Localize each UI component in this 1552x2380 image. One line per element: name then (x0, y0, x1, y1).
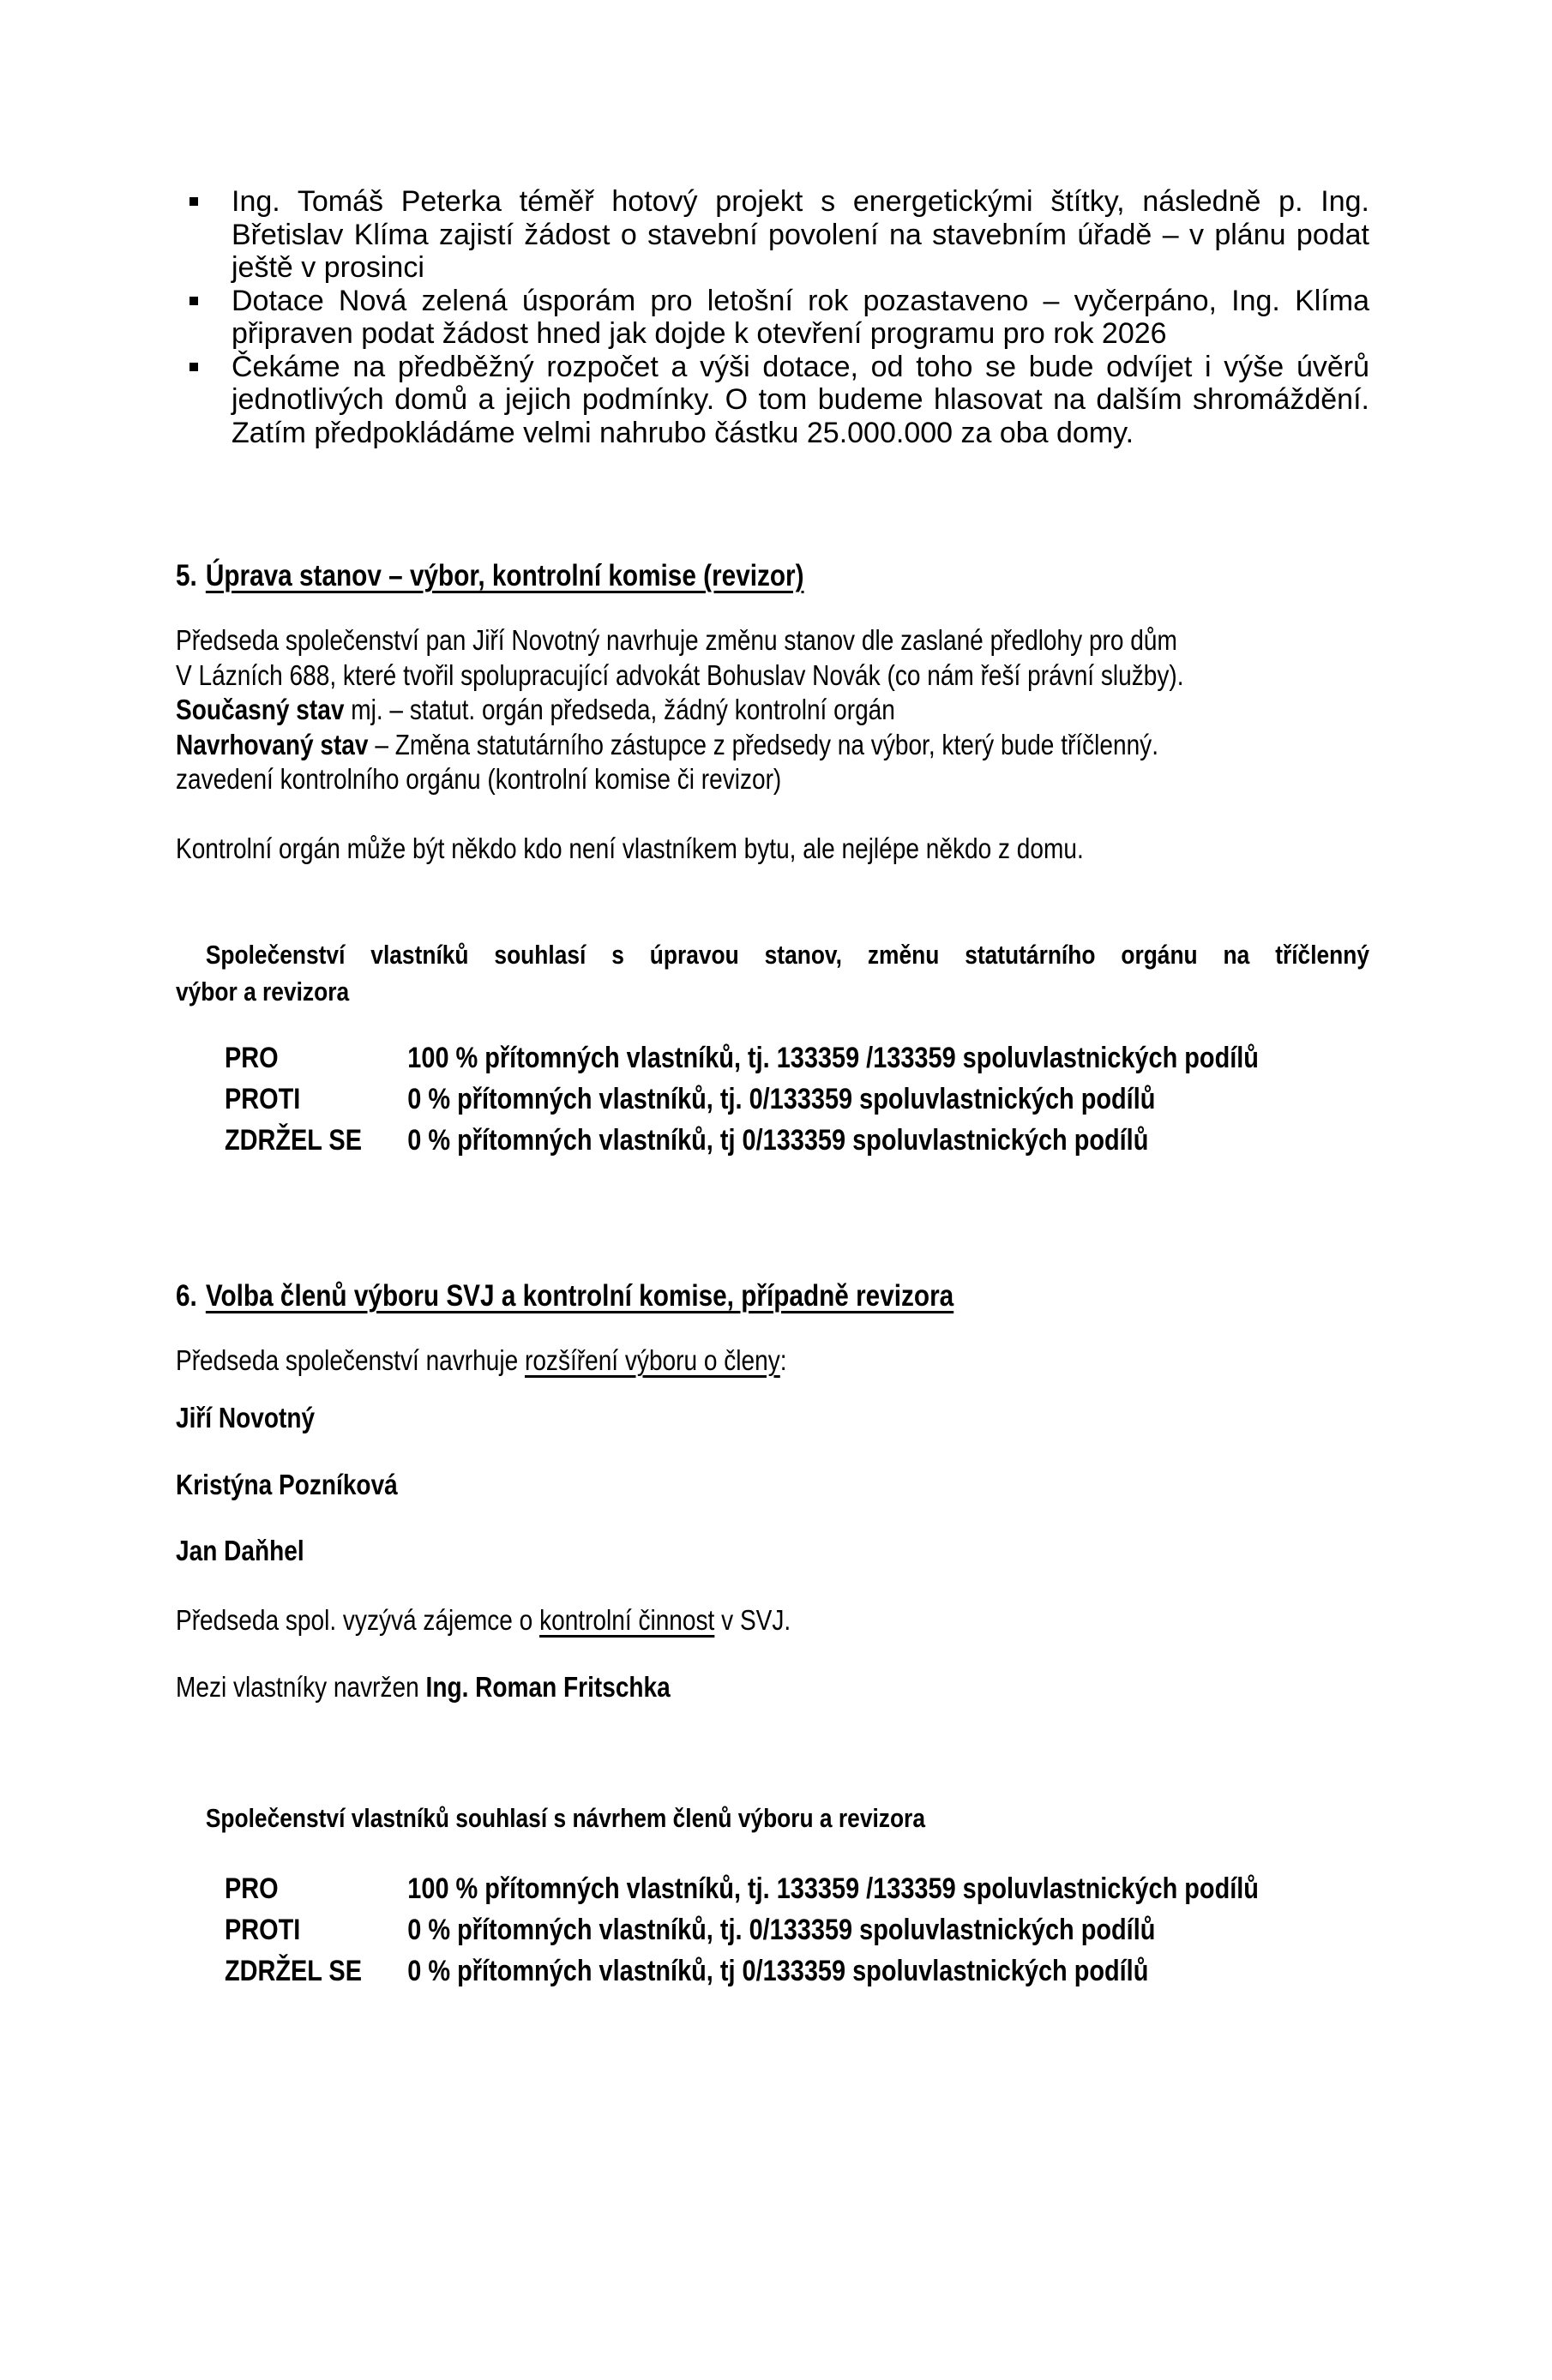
bullet-text: Ing. Tomáš Peterka téměř hotový projekt s energetickými štítky, následně p. Ing. Břetislav Klíma zajistí žádost o stavební povolení na stavebním úřadě – v plánu podat ještě v prosinci (232, 185, 1369, 284)
vote-label: ZDRŽEL SE (224, 1124, 362, 1157)
text-line (176, 762, 1369, 797)
section-6-call (176, 1603, 1369, 1638)
candidate-name: Jiří Novotný (176, 1401, 316, 1433)
bullet-item (176, 351, 1369, 450)
text-segment: v SVJ. (714, 1604, 791, 1636)
text-line (176, 693, 1369, 728)
section-6-votes (176, 1868, 1369, 1992)
text-segment: Společenství vlastníků souhlasí s úpravou stanov, změnu statutárního orgánu na tříčlenný (205, 940, 1370, 970)
text-segment: výbor a revizora (176, 977, 350, 1007)
text-segment: Mezi vlastníky navržen (176, 1670, 426, 1703)
section-6-resolution (176, 1800, 1369, 1836)
section-6-title: Volba členů výboru SVJ a kontrolní komise, případně revizora (205, 1279, 954, 1313)
text-segment: V Lázních 688, které tvořil spolupracující advokát Bohuslav Novák (co nám řeší právní služby). (176, 658, 1184, 691)
vote-label: PRO (224, 1042, 279, 1074)
vote-row-pro (176, 1868, 1369, 1909)
text-segment: Předseda spol. vyzývá zájemce o (176, 1604, 540, 1636)
candidate-name: Kristýna Pozníková (176, 1469, 398, 1500)
section-5-title: Úprava stanov – výbor, kontrolní komise (revizor) (205, 559, 804, 592)
text-segment: – Změna statutárního zástupce z předsedy na výbor, který bude tříčlenný. (368, 728, 1158, 760)
vote-value: 0 % přítomných vlastníků, tj. 0/133359 spoluvlastnických podílů (407, 1083, 1156, 1115)
section-6-heading (176, 1277, 1369, 1316)
section-5-heading (176, 556, 1369, 596)
vote-row-pro (176, 1037, 1369, 1079)
text-segment: rozšíření výboru o členy (524, 1344, 780, 1376)
section-6-proposed (176, 1670, 1369, 1705)
bullet-list (176, 185, 1369, 449)
vote-label: ZDRŽEL SE (224, 1955, 362, 1987)
text-segment: mj. – statut. orgán předseda, žádný kontrolní orgán (344, 694, 895, 725)
text-segment: Předseda společenství navrhuje (176, 1344, 525, 1376)
text-segment: : (779, 1344, 787, 1376)
vote-value: 0 % přítomných vlastníků, tj 0/133359 spoluvlastnických podílů (407, 1955, 1149, 1987)
vote-row-zdrzel-se (176, 1950, 1369, 1992)
vote-label: PROTI (224, 1083, 301, 1115)
vote-value: 0 % přítomných vlastníků, tj. 0/133359 spoluvlastnických podílů (407, 1914, 1156, 1946)
vote-row-proti (176, 1079, 1369, 1120)
text-line: Společenství vlastníků souhlasí s návrhem členů výboru a revizora (205, 1803, 925, 1833)
vote-label: PRO (224, 1872, 279, 1905)
bullet-square-icon (189, 297, 198, 305)
text-segment: Navrhovaný stav (176, 728, 369, 760)
vote-row-proti (176, 1909, 1369, 1950)
section-5-resolution (176, 936, 1369, 1010)
vote-value: 100 % přítomných vlastníků, tj. 133359 /133359 spoluvlastnických podílů (407, 1042, 1259, 1074)
text-segment: Předseda společenství pan Jiří Novotný navrhuje změnu stanov dle zaslané předlohy pro dům (176, 624, 1177, 656)
bullet-item (176, 285, 1369, 351)
text-line (176, 623, 1369, 658)
section-5-paragraph (176, 623, 1369, 797)
section-6-intro (176, 1343, 1369, 1379)
bullet-text: Čekáme na předběžný rozpočet a výši dotace, od toho se bude odvíjet i výše úvěrů jednotlivých domů a jejich podmínky. O tom budeme hlasovat na dalším shromáždění. Zatím předpokládáme velmi nahrubo částku 25.000.000 za oba domy. (232, 350, 1369, 449)
text-line (176, 658, 1369, 694)
vote-value: 0 % přítomných vlastníků, tj 0/133359 spoluvlastnických podílů (407, 1124, 1149, 1157)
section-6-number: 6. (176, 1279, 197, 1313)
bullet-text: Dotace Nová zelená úsporám pro letošní rok pozastaveno – vyčerpáno, Ing. Klíma připraven podat žádost hned jak dojde k otevření programu pro rok 2026 (232, 284, 1369, 350)
section-5-votes (176, 1037, 1369, 1161)
vote-row-zdrzel-se (176, 1120, 1369, 1161)
text-segment: kontrolní činnost (539, 1604, 715, 1636)
vote-label: PROTI (224, 1914, 301, 1946)
section-5-note: Kontrolní orgán může být někdo kdo není vlastníkem bytu, ale nejlépe někdo z domu. (176, 832, 1084, 864)
text-line (176, 973, 1369, 1010)
bullet-item (176, 185, 1369, 285)
text-segment: Současný stav (176, 694, 345, 725)
text-line (176, 936, 1369, 973)
text-segment: Ing. Roman Fritschka (425, 1670, 671, 1703)
bullet-square-icon (189, 197, 198, 206)
candidate-name: Jan Daňhel (176, 1534, 304, 1566)
bullet-square-icon (189, 363, 198, 371)
text-line (176, 728, 1369, 763)
vote-value: 100 % přítomných vlastníků, tj. 133359 /133359 spoluvlastnických podílů (407, 1872, 1259, 1905)
document-page (0, 185, 1552, 2380)
text-segment: zavedení kontrolního orgánu (kontrolní komise či revizor) (176, 763, 782, 795)
section-5-number: 5. (176, 559, 197, 592)
